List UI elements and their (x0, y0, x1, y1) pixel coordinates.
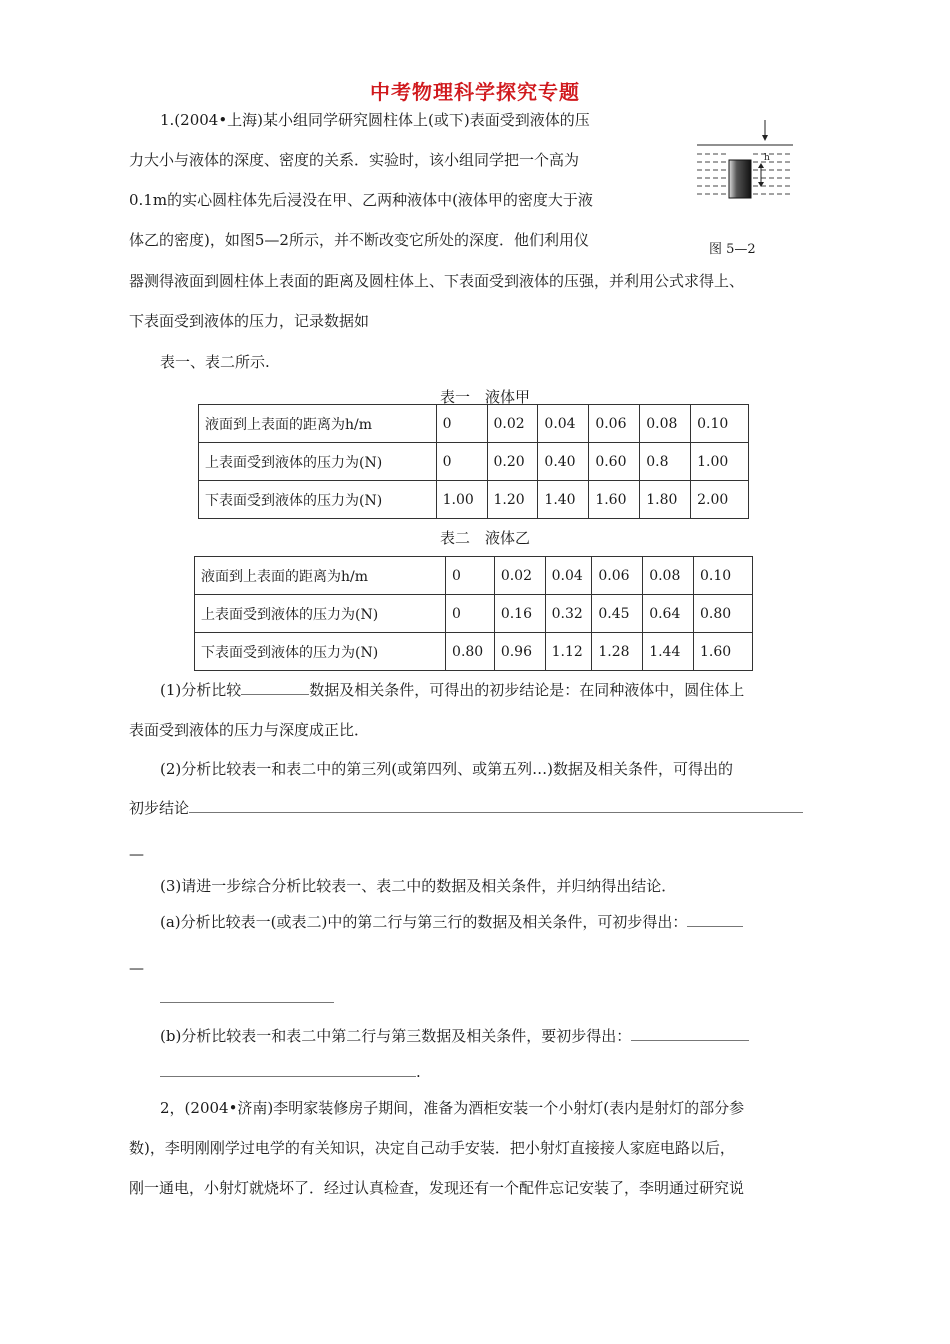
table-cell: 0.16 (494, 595, 545, 633)
table-cell: 0.08 (643, 557, 694, 595)
answer-blank[interactable] (189, 798, 803, 813)
q1-line-6: 下表面受到液体的压力，记录数据如 (129, 312, 370, 330)
part-a-text: (a)分析比较表一(或表二)中的第二行与第三行的数据及相关条件，可初步得出： (160, 913, 688, 931)
answer-blank[interactable] (160, 1062, 416, 1077)
q1-line-5: 器测得液面到圆柱体上表面的距离及圆柱体上、下表面受到液体的压强，并利用公式求得上、 (129, 272, 745, 290)
table-cell: 0.80 (446, 633, 495, 671)
table-cell: 0.02 (487, 405, 538, 443)
table-cell: 液面到上表面的距离为h/m (199, 405, 437, 443)
table-cell: 0.96 (494, 633, 545, 671)
part-b-continuation (160, 1062, 421, 1082)
table-row (195, 633, 753, 671)
answer-blank[interactable] (687, 912, 743, 927)
q1-line-3: 0.1m的实心圆柱体先后浸没在甲、乙两种液体中(液体甲的密度大于液 (129, 191, 593, 209)
part2-label: 初步结论 (129, 799, 190, 817)
table-cell: 2.00 (691, 481, 749, 519)
table-cell: 上表面受到液体的压力为(N) (199, 443, 437, 481)
page-title: 中考物理科学探究专题 (370, 80, 580, 104)
table-cell: 1.12 (545, 633, 592, 671)
table-row (195, 595, 753, 633)
q1-line-2: 力大小与液体的深度、密度的关系．实验时，该小组同学把一个高为 (129, 151, 580, 169)
q2-line-3: 刚一通电，小射灯就烧坏了．经过认真检查，发现还有一个配件忘记安装了，李明通过研究说 (129, 1179, 745, 1197)
table-cell: 0.20 (487, 443, 538, 481)
period: . (416, 1063, 421, 1081)
table-cell: 0.10 (691, 405, 749, 443)
table-cell: 0 (436, 443, 487, 481)
table-cell: 1.40 (538, 481, 589, 519)
table-cell: 0.80 (694, 595, 753, 633)
part-a-continuation: — (129, 959, 144, 977)
table-cell: 1.28 (592, 633, 643, 671)
table-cell: 下表面受到液体的压力为(N) (199, 481, 437, 519)
table-cell: 0.45 (592, 595, 643, 633)
table-cell: 0.04 (545, 557, 592, 595)
figure-caption: 图 5—2 (709, 242, 756, 257)
table-row (199, 405, 749, 443)
table-cell: 0 (436, 405, 487, 443)
part-a-line (160, 912, 743, 932)
q1-line-7: 表一、表二所示. (160, 353, 270, 371)
part3-line: (3)请进一步综合分析比较表一、表二中的数据及相关条件，并归纳得出结论． (160, 877, 677, 895)
table-cell: 0.06 (592, 557, 643, 595)
table-cell: 1.60 (694, 633, 753, 671)
table1-caption: 表一 液体甲 (440, 388, 531, 406)
table-cell: 1.00 (436, 481, 487, 519)
table-cell: 0.64 (643, 595, 694, 633)
table-cell: 0.08 (640, 405, 691, 443)
part1-suffix: 数据及相关条件，可得出的初步结论是：在同种液体中，圆住体上 (309, 681, 745, 699)
q2-line-1: 2，(2004•济南)李明家装修房子期间，准备为酒柜安装一个小射灯(表内是射灯的部分参 (160, 1099, 745, 1117)
q2-line-2: 数)，李明刚刚学过电学的有关知识，决定自己动手安装．把小射灯直接接人家庭电路以后， (129, 1139, 735, 1157)
part2-continuation: — (129, 845, 144, 863)
table-cell: 0 (446, 557, 495, 595)
answer-blank[interactable] (160, 988, 334, 1003)
part1-prefix: (1)分析比较 (160, 681, 242, 699)
part1-line-2: 表面受到液体的压力与深度成正比． (129, 721, 370, 739)
table-cell: 0.02 (494, 557, 545, 595)
table-row (199, 443, 749, 481)
figure-label-h: h (764, 153, 770, 163)
table-cell: 0.32 (545, 595, 592, 633)
part1-line-1 (160, 680, 744, 700)
cylinder-figure (695, 120, 795, 220)
table-cell: 1.20 (487, 481, 538, 519)
q1-line-1: 1.(2004•上海)某小组同学研究圆柱体上(或下)表面受到液体的压 (160, 111, 590, 129)
table-cell: 上表面受到液体的压力为(N) (195, 595, 446, 633)
table-1 (198, 404, 749, 519)
table-row (195, 557, 753, 595)
answer-blank[interactable] (631, 1026, 749, 1041)
table-cell: 液面到上表面的距离为h/m (195, 557, 446, 595)
table-cell: 0 (446, 595, 495, 633)
part-b-text: (b)分析比较表一和表二中第二行与第三数据及相关条件，要初步得出： (160, 1027, 632, 1045)
part2-line-2 (129, 798, 803, 818)
table-cell: 0.8 (640, 443, 691, 481)
table-cell: 0.40 (538, 443, 589, 481)
table-cell: 下表面受到液体的压力为(N) (195, 633, 446, 671)
table-cell: 0.06 (589, 405, 640, 443)
table-row (199, 481, 749, 519)
table-2 (194, 556, 753, 671)
table-cell: 1.60 (589, 481, 640, 519)
part2-line-1: (2)分析比较表一和表二中的第三列(或第四列、或第五列…)数据及相关条件，可得出的 (160, 760, 733, 778)
table-cell: 0.10 (694, 557, 753, 595)
table2-caption: 表二 液体乙 (440, 529, 531, 547)
table-cell: 0.60 (589, 443, 640, 481)
table-cell: 1.44 (643, 633, 694, 671)
table-cell: 1.80 (640, 481, 691, 519)
q1-line-4: 体乙的密度)，如图5—2所示，并不断改变它所处的深度．他们利用仪 (129, 231, 589, 249)
table-cell: 1.00 (691, 443, 749, 481)
table-cell: 0.04 (538, 405, 589, 443)
answer-blank[interactable] (241, 680, 309, 695)
part-b-line (160, 1026, 749, 1046)
